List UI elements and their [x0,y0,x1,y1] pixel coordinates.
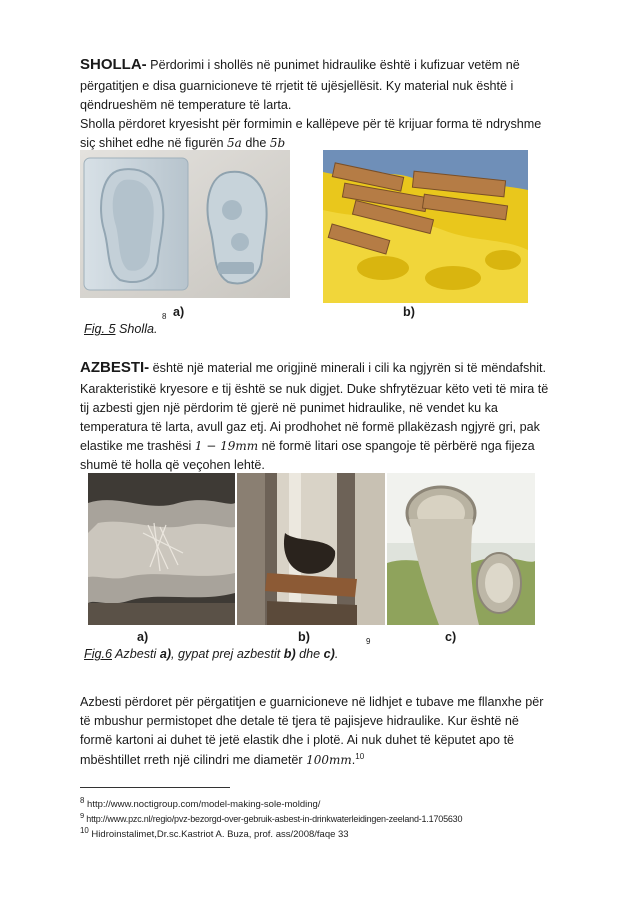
footnote-separator [80,787,230,788]
sholla-line-4: Sholla përdoret kryesisht për formimin e kallëpeve për të krijuar forma të ndryshme [80,117,542,131]
azbesti-line-2: Karakteristikë kryesore e tij është se nuk digjet. Duke shfrytëzuar këto veti të mira të [80,382,549,396]
closing-line-4-end: . [351,753,356,768]
fig5-caption [84,322,158,336]
fig6b-image [237,473,385,625]
azbesti-line-5-rest: në formë litari ose spangoje të përbërë nga fijeza [258,439,535,453]
footnote-9-mark: 9 [80,811,84,820]
fig5-label-a: a) [173,305,185,319]
figure-ref-5a: 5a [227,136,242,150]
fig5b-image [323,150,528,303]
azbesti-line-1-text: është një material me origjinë minerali i cili ka ngjyrën si të mëndafshit. [149,361,547,375]
closing-line-4 [80,752,364,767]
footnote-10 [80,826,349,840]
fig5a-image [80,150,290,298]
fig6-label-c: c) [445,630,457,644]
sole-mold-photo [80,150,290,298]
fig6-label-a: a) [137,630,149,644]
figure-ref-5b: 5b [269,136,286,150]
closing-footnote-mark: 10 [355,752,365,761]
fig5-footnote-mark: 8 [162,312,167,321]
sholla-heading: SHOLLA- [80,56,147,73]
fig6-caption-a: a) [159,647,172,661]
fig6-footnote-mark: 9 [366,637,371,646]
fig6-caption-prefix: Fig.6 [84,647,112,661]
azbesti-line-5-text: elastike me trashësi [80,439,195,453]
azbesti-line-3: tij azbesti gjen një përdorim të gjerë në punimet hidraulike, në vendet ku ka [80,401,498,415]
fig6-caption-mid2: dhe [295,647,324,661]
broken-asbestos-pipe-photo [237,473,385,625]
yellow-mold-with-blocks-photo [323,150,528,303]
azbesti-line-6: shumë të holla që veçohen lehtë. [80,458,265,472]
fig6a-image [88,473,235,625]
fig6-caption-c: c) [323,647,335,661]
fig6-caption-text: Azbesti [112,647,160,661]
closing-line-1: Azbesti përdoret për përgatitjen e guarnicioneve në lidhjet e tubave me fllanxhe për [80,695,544,709]
sholla-line-3: qëndrueshëm në temperature të larta. [80,98,292,112]
footnote-10-mark: 10 [80,826,89,835]
diameter-value: 100mm [306,753,352,768]
footnote-8-link[interactable]: http://www.noctigroup.com/model-making-sole-molding/ [84,799,321,811]
fig5-label-b: b) [403,305,415,319]
asbestos-pipes-photo [387,473,535,625]
sholla-line-5-and: dhe [241,136,270,150]
azbesti-paragraph-line-1 [80,359,546,376]
azbesti-line-5 [80,439,535,453]
thickness-value: 1 − 19mm [194,439,259,453]
closing-line-2: të mbushur permistopet dhe detale të tjera të pajisjeve hidraulike. Kur është në [80,714,519,728]
fig5-caption-text: Sholla. [115,322,158,336]
closing-line-3: formë kartoni ai duhet të jetë elastik dhe i plotë. Ai nuk duhet të këputet apo të [80,733,515,747]
footnote-10-text: Hidroinstalimet,Dr.sc.Kastriot A. Buza, prof. ass/2008/faqe 33 [88,829,349,841]
closing-line-4-text: mbështillet rreth një cilindri me diametër [80,753,307,768]
footnote-9 [80,811,462,824]
asbestos-mineral-photo [88,473,235,625]
fig6-label-b: b) [298,630,310,644]
azbesti-heading: AZBESTI- [80,359,150,376]
fig6-caption [84,647,338,661]
sholla-line-5-text: siç shihet edhe në figurën [80,136,228,150]
azbesti-line-4: temperatura të larta, avull gaz etj. Ai prodhohet në formë pllakëzash ngjyrë gri, pak [80,420,540,434]
sholla-line-5 [80,136,285,150]
fig5-caption-prefix: Fig. 5 [84,322,116,336]
footnote-8-mark: 8 [80,796,85,805]
fig6c-image [387,473,535,625]
footnote-8 [80,796,320,810]
fig6-caption-mid: , gypat prej azbestit [171,647,284,661]
sholla-paragraph-line-1 [80,56,520,73]
sholla-line-1-text: Përdorimi i shollës në punimet hidraulike është i kufizuar vetëm në [146,58,520,72]
fig6-caption-b: b) [283,647,296,661]
footnote-9-link[interactable]: http://www.pzc.nl/regio/pvz-bezorgd-over-gebruik-asbest-in-drinkwaterleidingen-zeeland-1.1705630 [83,814,463,824]
fig6-caption-end: . [334,647,339,661]
sholla-line-2: përgatitjen e disa guarnicioneve të rrjetit të ujësjellësit. Ky material nuk është i [80,79,514,93]
